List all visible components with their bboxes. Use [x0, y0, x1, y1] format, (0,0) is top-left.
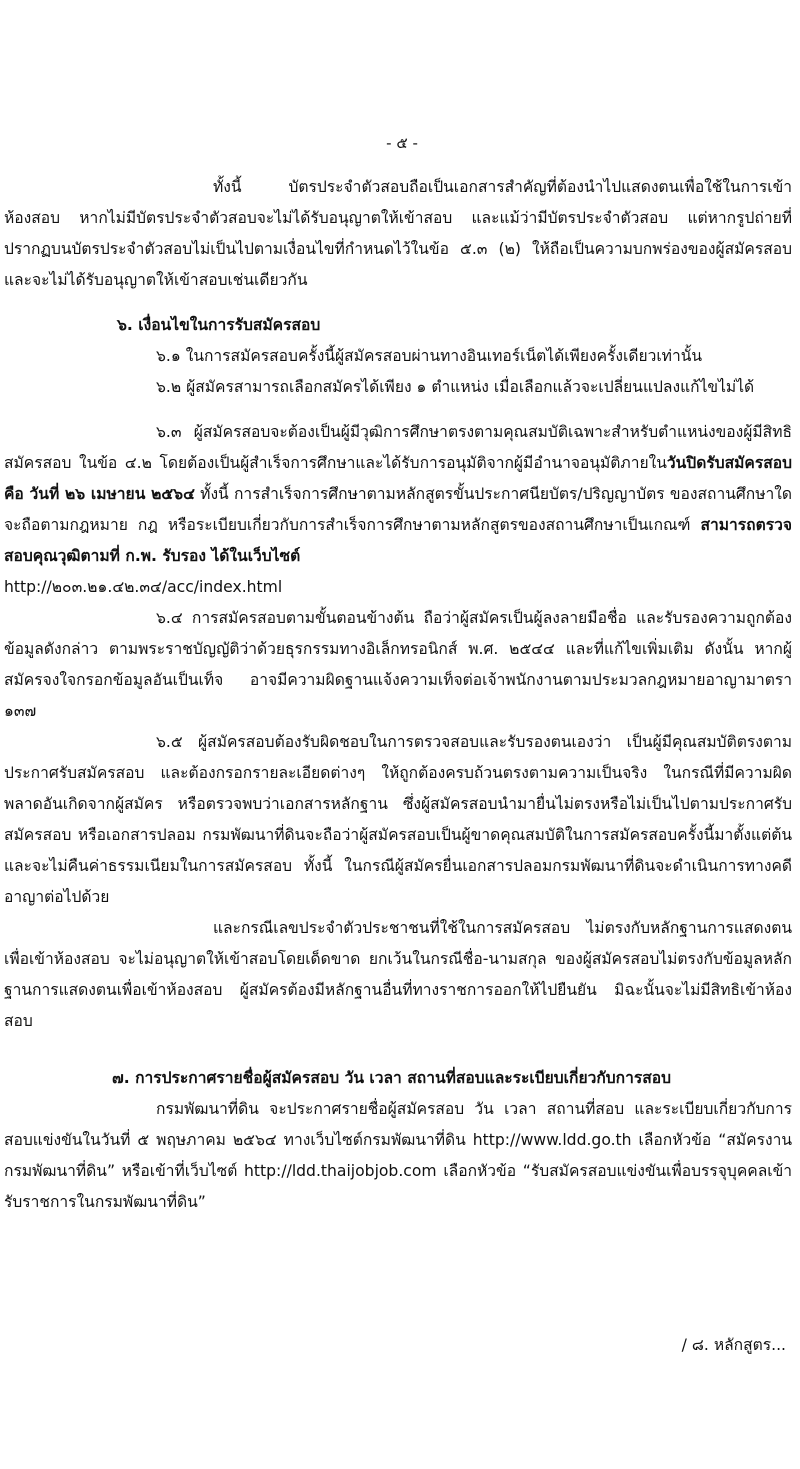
section-6-item-5-continued: และกรณีเลขประจำตัวประชาชนที่ใช้ในการสมัครสอบ ไม่ตรงกับหลักฐานการแสดงตนเพื่อเข้าห้องสอบ จะไม่อนุญาตให้เข้าสอบโดยเด็ดขาด ยกเว้นในกรณีชื่อ-นามสกุล ของผู้สมัครสอบไม่ตรงกับข้อมูลหลักฐานการแสดงตนเพื่อเข้าห้องสอบ ผู้สมัครต้องมีหลักฐานอื่นที่ทางราชการออกให้ไปยืนยัน มิฉะนั้นจะไม่มีสิทธิเข้าห้องสอบ	[4, 919, 792, 1030]
section-6-item-2: ๖.๒ ผู้สมัครสามารถเลือกสมัครได้เพียง ๑ ตำแหน่ง เมื่อเลือกแล้วจะเปลี่ยนแปลงแก้ไขไม่ได้	[156, 378, 755, 396]
item-3-text-b: ทั้งนี้ การสำเร็จการศึกษาตามหลักสูตรขั้นประกาศนียบัตร/ปริญญาบัตร ของสถานศึกษาใด จะถือตามกฎหมาย กฎ หรือระเบียบเกี่ยวกับการสำเร็จการศึกษาตามหลักสูตรของสถานศึกษาเป็นเกณฑ์	[4, 485, 793, 534]
section-6-item-3	[4, 417, 792, 572]
section-6-item-5: ๖.๕ ผู้สมัครสอบต้องรับผิดชอบในการตรวจสอบและรับรองตนเองว่า เป็นผู้มีคุณสมบัติตรงตามประกาศรับสมัครสอบ และต้องกรอกรายละเอียดต่างๆ ให้ถูกต้องครบถ้วนตรงตามความเป็นจริง ในกรณีที่มีความผิดพลาดอันเกิดจากผู้สมัคร หรือตรวจพบว่าเอกสารหลักฐาน ซึ่งผู้สมัครสอบนำมายื่นไม่ตรงหรือไม่เป็นไปตามประกาศรับสมัครสอบ หรือเอกสารปลอม กรมพัฒนาที่ดินจะถือว่าผู้สมัครสอบเป็นผู้ขาดคุณสมบัติในการสมัครสอบครั้งนี้มาตั้งแต่ต้น และจะไม่คืนค่าธรรมเนียมในการสมัครสอบ ทั้งนี้ ในกรณีผู้สมัครยื่นเอกสารปลอมกรมพัฒนาที่ดินจะดำเนินการทางคดีอาญาต่อไปด้วย	[4, 733, 792, 906]
page-number: - ๕ -	[386, 134, 418, 152]
item-3-verify-note: สามารถตรวจสอบคุณวุฒิตามที่ ก.พ. รับรอง ได้ในเว็บไซต์	[4, 516, 792, 565]
section-6-heading: ๖. เงื่อนไขในการรับสมัครสอบ	[117, 316, 321, 334]
intro-text: บัตรประจำตัวสอบถือเป็นเอกสารสำคัญที่ต้องนำไปแสดงตนเพื่อใช้ในการเข้าห้องสอบ หากไม่มีบัตรประจำตัวสอบจะไม่ได้รับอนุญาตให้เข้าสอบ และแม้ว่ามีบัตรประจำตัวสอบ แต่หากรูปถ่ายที่ปรากฏบนบัตรประจำตัวสอบไม่เป็นไปตามเงื่อนไขที่กำหนดไว้ในข้อ ๕.๓ (๒) ให้ถือเป็นความบกพร่องของผู้สมัครสอบ และจะไม่ได้รับอนุญาตให้เข้าสอบเช่นเดียวกัน	[4, 178, 792, 289]
next-page-reference: / ๘. หลักสูตร...	[681, 1336, 786, 1354]
section-7-text: กรมพัฒนาที่ดิน จะประกาศรายชื่อผู้สมัครสอบ วัน เวลา สถานที่สอบ และระเบียบเกี่ยวกับการสอบแข่งขันในวันที่ ๕ พฤษภาคม ๒๕๖๔ ทางเว็บไซต์กรมพัฒนาที่ดิน http://www.ldd.go.th เลือกหัวข้อ “สมัครงานกรมพัฒนาที่ดิน” หรือเข้าที่เว็บไซต์ http://ldd.thaijobjob.com เลือกหัวข้อ “รับสมัครสอบแข่งขันเพื่อบรรจุบุคคลเข้ารับราชการในกรมพัฒนาที่ดิน”	[4, 1100, 792, 1211]
intro-paragraph	[4, 172, 792, 296]
item-3-url-link[interactable]: http://๒๐๓.๒๑.๔๒.๓๔/acc/index.html	[4, 578, 283, 596]
item-3-text-a: ๖.๓ ผู้สมัครสอบจะต้องเป็นผู้มีวุฒิการศึกษาตรงตามคุณสมบัติเฉพาะสำหรับตำแหน่งของผู้มีสิทธิสมัครสอบ ในข้อ ๔.๒ โดยต้องเป็นผู้สำเร็จการศึกษาและได้รับการอนุมัติจากผู้มีอำนาจอนุมัติภายใน	[4, 423, 792, 472]
section-6-item-1: ๖.๑ ในการสมัครสอบครั้งนี้ผู้สมัครสอบผ่านทางอินเทอร์เน็ตได้เพียงครั้งเดียวเท่านั้น	[156, 347, 703, 365]
intro-lead: ทั้งนี้	[213, 178, 242, 196]
section-7-heading: ๗. การประกาศรายชื่อผู้สมัครสอบ วัน เวลา สถานที่สอบและระเบียบเกี่ยวกับการสอบ	[112, 1069, 672, 1087]
item-3-closing-date: วันปิดรับสมัครสอบ คือ วันที่ ๒๖ เมษายน ๒๕๖๔	[4, 454, 792, 503]
section-6-item-4: ๖.๔ การสมัครสอบตามขั้นตอนข้างต้น ถือว่าผู้สมัครเป็นผู้ลงลายมือชื่อ และรับรองความถูกต้องข้อมูลดังกล่าว ตามพระราชบัญญัติว่าด้วยธุรกรรมทางอิเล็กทรอนิกส์ พ.ศ. ๒๕๔๔ และที่แก้ไขเพิ่มเติม ดังนั้น หากผู้สมัครจงใจกรอกข้อมูลอันเป็นเท็จ อาจมีความผิดฐานแจ้งความเท็จต่อเจ้าพนักงานตามประมวลกฎหมายอาญามาตรา ๑๓๗	[4, 609, 792, 720]
